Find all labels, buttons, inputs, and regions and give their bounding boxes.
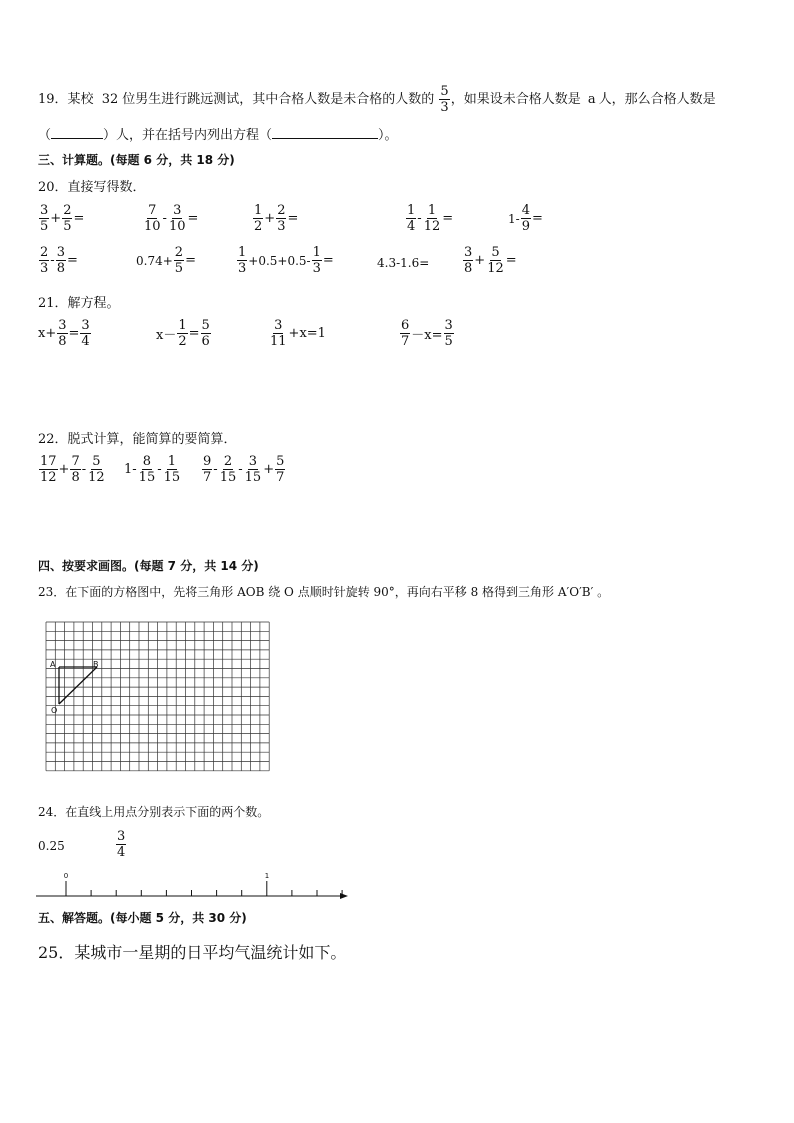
q24-number-line[interactable] [36,868,352,902]
q21-title: 21．解方程。 [38,296,120,311]
q20-title: 20．直接写得数． [38,180,146,195]
q19-number: 19． [38,92,68,107]
q20-expr-7: 0.74+ $\frac{2}{5}$ = [136,245,196,276]
q20-expr-1: $\frac{3}{5}$ + $\frac{2}{5}$ = [40,203,85,234]
q23-text: 23．在下面的方格图中，先将三角形 AOB 绕 O 点顺时针旋转 90°，再向右平移 8 格得到三角形 A′O′B′ 。 [38,585,610,599]
label-a: A [50,660,56,669]
q19-open-paren: （ [38,128,52,143]
q19-answer-blank-2[interactable] [272,126,378,139]
q19-frac-den: 3 [440,100,449,115]
q22-title: 22．脱式计算，能简算的要简算． [38,432,237,447]
q25-text: 25．某城市一星期的日平均气温统计如下。 [38,943,347,962]
q19-text-a: 某校 [67,92,94,107]
q24-frac-num: 3 [117,829,126,844]
q20-expr-5: 1- $\frac{4}{9}$ = [508,203,543,234]
q24-frac-den: 4 [117,845,126,860]
q21-equation-3: $\frac{3}{11}$ +x=1 [270,318,326,349]
grid-lines [46,622,269,771]
section-4-title: 四、按要求画图。(每题 7 分，共 14 分) [38,559,259,573]
q19-fraction [439,84,449,115]
q19-answer-blank-1[interactable] [51,126,103,139]
q19-text-c: ，如果设未合格人数是 [450,92,581,107]
q19-text-d: 人，那么合格人数是 [598,92,716,107]
q19-close-paren: ）。 [378,128,398,143]
label-o: O [51,706,58,715]
tick-label-0: 0 [63,872,69,880]
q21-equation-2: x－ $\frac{1}{2}$ = $\frac{5}{6}$ [156,318,210,349]
section-3-title: 三、计算题。(每题 6 分，共 18 分) [38,153,235,167]
q20-expr-2: $\frac{7}{10}$ - $\frac{3}{10}$ = [144,203,199,234]
q21-equation-4: $\frac{6}{7}$ －x= $\frac{3}{5}$ [401,318,453,349]
q20-expr-3: $\frac{1}{2}$ + $\frac{2}{3}$ = [254,203,299,234]
q22-expr-2: 1- $\frac{8}{15}$ - $\frac{1}{15}$ [124,454,181,485]
q20-expr-8: $\frac{1}{3}$ +0.5+0.5- $\frac{1}{3}$ = [238,245,334,276]
q19-text-b: 位男生进行跳远测试，其中合格人数是未合格的人数的 [122,92,435,107]
q24-text: 24．在直线上用点分别表示下面的两个数。 [38,805,270,819]
q20-expr-10: $\frac{3}{8}$ + $\frac{5}{12}$ = [464,245,517,276]
q21-equation-1: x+ $\frac{3}{8}$ = $\frac{3}{4}$ [38,318,90,349]
q24-number-1: 0.25 [38,839,65,853]
q19-var: a [587,92,596,107]
tick-label-1: 1 [264,872,270,880]
q22-expr-3: $\frac{9}{7}$ - $\frac{2}{15}$ - $\frac{3}{15}$ + $\frac{5}{7}$ [203,454,285,485]
q19-frac-num: 5 [440,84,449,99]
label-b: B [93,660,99,669]
q23-grid-figure[interactable] [40,618,272,778]
section-5-title: 五、解答题。(每小题 5 分，共 30 分) [38,911,247,925]
q24-number-2 [115,829,127,860]
q20-expr-9: 4.3-1.6= [377,256,430,270]
q20-expr-6: $\frac{2}{3}$ - $\frac{3}{8}$ = [40,245,78,276]
q20-expr-4: $\frac{1}{4}$ - $\frac{1}{12}$ = [407,203,454,234]
q22-expr-1: $\frac{17}{12}$ + $\frac{7}{8}$ - $\frac{5}{12}$ [40,454,105,485]
q19-line2 [38,124,398,143]
q19-count: 32 [101,92,119,107]
q19-line1 [38,84,716,115]
number-line-ticks [66,881,342,896]
arrow-right-icon [340,893,348,899]
q19-text-e: ）人，并在括号内列出方程（ [103,128,273,143]
